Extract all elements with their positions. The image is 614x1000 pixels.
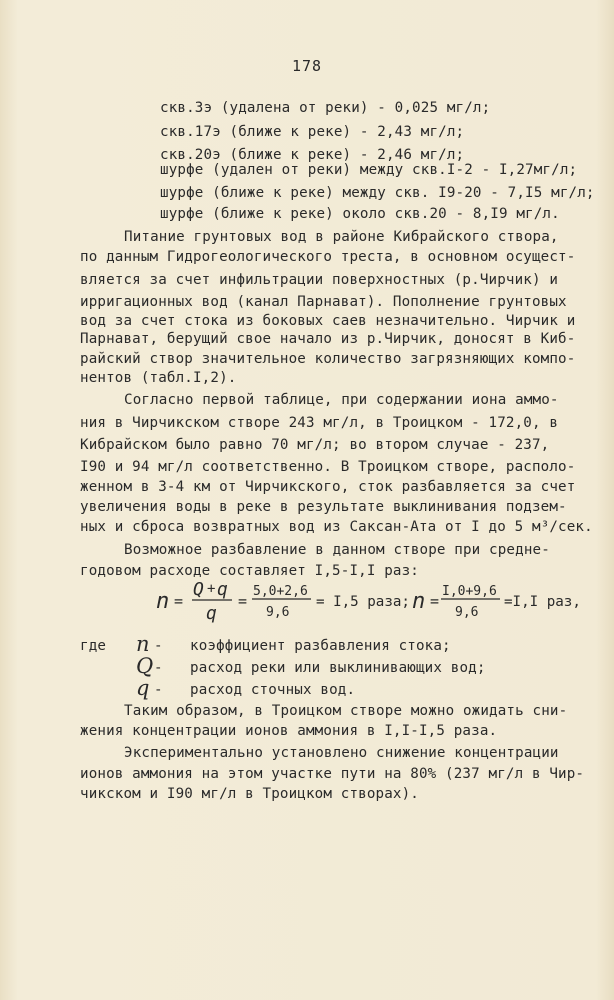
formula-f1-num: 5,0+2,6 [253,584,308,599]
text-line: Кибрайском было равно 70 мг/л; во втором случае - 237, [80,437,550,453]
text-line: Парнават, берущий свое начало из р.Чирчик, доносят в Киб- [80,331,576,347]
formula-n2: n [412,589,426,614]
formula-q-top: q [217,579,228,600]
text-line: увеличения воды в реке в результате выклинивания подзем- [80,499,567,515]
text-line: ирригационных вод (канал Парнават). Пополнение грунтовых [80,294,567,310]
measurement-line: шурфе (ближе к реке) между скв. I9-20 - 7,I5 мг/л; [160,185,595,201]
where-def-q: расход сточных вод. [190,682,356,698]
text-line: ния в Чирчикском створе 243 мг/л, в Троицком - 172,0, в [80,415,559,431]
measurement-line: скв.17э (ближе к реке) - 2,43 мг/л; [160,124,465,140]
formula-f1-den: 9,6 [266,605,290,620]
where-symbol-n: n [136,632,150,656]
text-line: жения концентрации ионов аммония в I,I-I,5 раза. [80,723,498,739]
formula-eq: = [174,592,184,610]
text-line: Согласно первой таблице, при содержании иона аммо- [124,392,559,408]
text-line: Возможное разбавление в данном створе при средне- [124,542,550,558]
text-line: райский створ значительное количество загрязняющих компо- [80,351,576,367]
dilution-formula [0,578,614,626]
text-line: вляется за счет инфильтрации поверхностных (р.Чирчик) и [80,272,559,288]
formula-eq2: = [238,592,248,610]
text-line: по данным Гидрогеологического треста, в основном осущест- [80,249,576,265]
measurement-line: шурфе (ближе к реке) около скв.20 - 8,I9 мг/л. [160,206,560,222]
measurement-line: скв.3э (удалена от реки) - 0,025 мг/л; [160,100,491,116]
where-dash: - [154,638,163,654]
formula-Q: Q [193,579,204,600]
formula-r1: = I,5 раза; [316,594,410,610]
where-dash: - [154,660,163,676]
formula-eq3: = [430,592,440,610]
text-line: вод за счет стока из боковых саев незначительно. Чирчик и [80,313,576,329]
text-line: ных и сброса возвратных вод из Саксан-Ата от I до 5 м³/сек. [80,519,593,535]
page-number: 178 [291,57,323,75]
text-line: годовом расходе составляет I,5-I,I раз: [80,563,419,579]
where-label: где [80,638,107,654]
formula-q-bottom: q [206,603,217,624]
where-def-n: коэффициент разбавления стока; [190,638,451,654]
formula-n: n [156,589,170,614]
text-line: Питание грунтовых вод в районе Кибрайского створа, [124,229,559,245]
where-symbol-q: q [136,676,150,700]
text-line: нентов (табл.I,2). [80,370,237,386]
text-line: Таким образом, в Троицком створе можно ожидать сни- [124,703,568,719]
where-symbol-Q: Q [136,654,154,678]
text-line: I90 и 94 мг/л соответственно. В Троицком створе, располо- [80,459,576,475]
formula-f2-den: 9,6 [455,605,479,620]
formula-f2-num: I,0+9,6 [442,584,497,599]
text-line: Экспериментально установлено снижение концентрации [124,745,559,761]
text-line: женном в 3-4 км от Чирчикского, сток разбавляется за счет [80,479,576,495]
where-def-Q: расход реки или выклинивающих вод; [190,660,486,676]
formula-r2: =I,I раз, [504,594,581,610]
text-line: ионов аммония на этом участке пути на 80% (237 мг/л в Чир- [80,766,585,782]
formula-plus: + [207,581,216,597]
text-line: чикском и I90 мг/л в Троицком створах). [80,786,419,802]
measurement-line: шурфе (удален от реки) между скв.I-2 - I,27мг/л; [160,162,578,178]
measurement-line: скв.20э (ближе к реке) - 2,46 мг/л; [160,147,465,163]
where-dash: - [154,682,163,698]
